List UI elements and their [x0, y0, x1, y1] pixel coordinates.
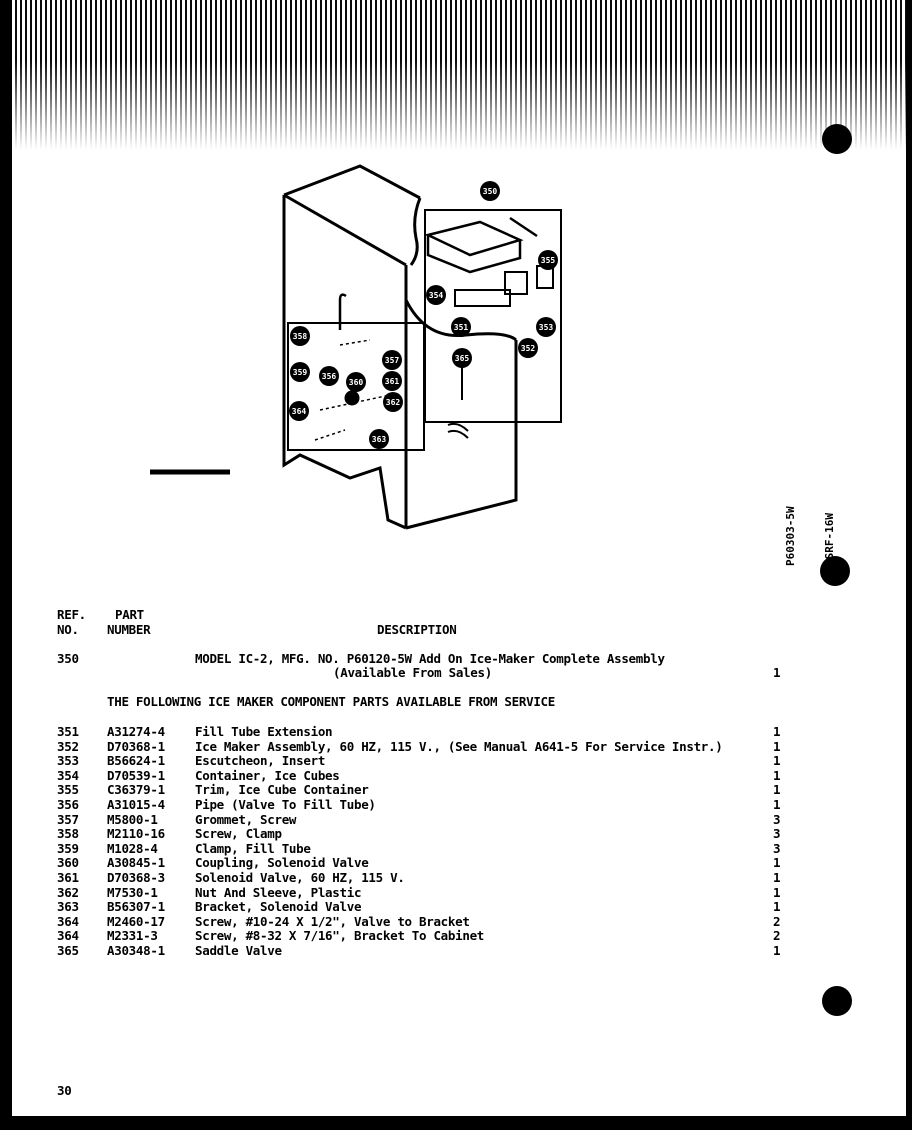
ref-no: 357 — [57, 811, 79, 827]
svg-text:352: 352 — [520, 344, 536, 353]
part-number: D70368-1 — [107, 738, 165, 754]
svg-text:364: 364 — [291, 407, 307, 416]
quantity: 1 — [773, 884, 781, 900]
ref-no: 365 — [57, 943, 79, 958]
ref-no-header-1: REF. — [57, 607, 86, 622]
ice-maker-exploded-diagram — [140, 160, 580, 540]
description: Grommet, Screw — [195, 811, 297, 827]
description: Screw, Clamp — [195, 826, 282, 842]
description: Solenoid Valve, 60 HZ, 115 V. — [195, 870, 405, 885]
quantity: 3 — [773, 811, 781, 827]
part-number: M2331-3 — [107, 928, 158, 944]
document-code-line2: ESRF-16W — [823, 513, 836, 566]
parts-row — [0, 812, 912, 827]
binder-hole-top — [822, 124, 852, 154]
quantity: 2 — [773, 913, 781, 929]
part-number: D70368-3 — [107, 870, 165, 885]
svg-text:358: 358 — [292, 332, 308, 341]
quantity: 1 — [773, 782, 781, 798]
ref-no: 355 — [57, 782, 79, 798]
svg-text:365: 365 — [454, 354, 470, 363]
ref-no-header-2: NO. — [57, 622, 79, 637]
svg-text:356: 356 — [321, 372, 337, 381]
description: Clamp, Fill Tube — [195, 840, 311, 856]
quantity: 3 — [773, 826, 781, 842]
svg-text:357: 357 — [384, 356, 400, 365]
part-number-header-2: NUMBER — [107, 622, 151, 637]
ref-no: 362 — [57, 884, 79, 900]
parts-row — [0, 768, 912, 783]
quantity: 3 — [773, 840, 781, 856]
ref-no: 356 — [57, 797, 79, 812]
quantity: 1 — [773, 943, 781, 958]
svg-text:351: 351 — [453, 323, 469, 332]
parts-row — [0, 885, 912, 900]
quantity: 1 — [773, 899, 781, 915]
parts-row — [0, 928, 912, 943]
part-number: M7530-1 — [107, 884, 158, 900]
parts-row — [0, 826, 912, 841]
description: Screw, #8-32 X 7/16", Bracket To Cabinet — [195, 928, 485, 944]
ref-no: 363 — [57, 899, 79, 915]
parts-row — [0, 724, 912, 739]
part-number-header-1: PART — [115, 607, 144, 622]
parts-row — [0, 797, 912, 812]
assembly-description-line1: MODEL IC-2, MFG. NO. P60120-5W Add On Ice-Maker Complete Assembly — [195, 651, 665, 666]
svg-text:355: 355 — [540, 256, 556, 265]
description: Escutcheon, Insert — [195, 753, 326, 769]
description: Trim, Ice Cube Container — [195, 782, 369, 798]
quantity: 2 — [773, 928, 781, 944]
parts-row — [0, 855, 912, 870]
part-number: A31015-4 — [107, 797, 165, 812]
quantity: 1 — [773, 738, 781, 754]
part-number: B56624-1 — [107, 753, 165, 769]
svg-text:360: 360 — [348, 378, 364, 387]
binder-hole-bottom — [822, 986, 852, 1016]
ref-no: 359 — [57, 840, 79, 856]
ref-no: 364 — [57, 928, 79, 944]
description: Bracket, Solenoid Valve — [195, 899, 362, 915]
section-heading: THE FOLLOWING ICE MAKER COMPONENT PARTS AVAILABLE FROM SERVICE — [107, 694, 555, 709]
ref-no: 354 — [57, 767, 79, 783]
page-number: 30 — [57, 1083, 72, 1098]
quantity: 1 — [773, 753, 781, 769]
parts-row — [0, 841, 912, 856]
description: Fill Tube Extension — [195, 724, 333, 739]
quantity: 1 — [773, 724, 781, 739]
quantity: 1 — [773, 855, 781, 871]
part-number: A31274-4 — [107, 724, 165, 739]
svg-text:353: 353 — [538, 323, 554, 332]
svg-text:363: 363 — [371, 435, 387, 444]
ref-no: 361 — [57, 870, 79, 885]
scan-noise-fade — [0, 0, 912, 150]
svg-text:350: 350 — [482, 187, 498, 196]
ref-no: 353 — [57, 753, 79, 769]
part-number: B56307-1 — [107, 899, 165, 915]
part-number: M1028-4 — [107, 840, 158, 856]
scan-edge-right — [906, 0, 912, 1130]
parts-row — [0, 753, 912, 768]
svg-text:354: 354 — [428, 291, 444, 300]
scan-edge-left — [0, 0, 12, 1130]
svg-text:361: 361 — [384, 377, 400, 386]
description: Container, Ice Cubes — [195, 767, 340, 783]
description: Nut And Sleeve, Plastic — [195, 884, 362, 900]
description: Saddle Valve — [195, 943, 282, 958]
part-number: D70539-1 — [107, 767, 165, 783]
part-number: M5800-1 — [107, 811, 158, 827]
quantity: 1 — [773, 797, 781, 812]
svg-text:362: 362 — [385, 398, 401, 407]
assembly-qty: 1 — [773, 665, 781, 680]
part-number: M2110-16 — [107, 826, 165, 842]
parts-row — [0, 943, 912, 958]
svg-text:359: 359 — [292, 368, 308, 377]
assembly-ref: 350 — [57, 651, 79, 666]
document-code — [758, 506, 849, 566]
assembly-description-line2: (Available From Sales) — [333, 665, 492, 680]
ref-no: 351 — [57, 724, 79, 739]
ref-no: 358 — [57, 826, 79, 842]
description: Pipe (Valve To Fill Tube) — [195, 797, 376, 812]
part-number: A30348-1 — [107, 943, 165, 958]
parts-row — [0, 782, 912, 797]
quantity: 1 — [773, 870, 781, 885]
description-header: DESCRIPTION — [377, 622, 457, 637]
part-number: A30845-1 — [107, 855, 165, 871]
part-number: M2460-17 — [107, 913, 165, 929]
part-number: C36379-1 — [107, 782, 165, 798]
ref-no: 360 — [57, 855, 79, 871]
ref-no: 352 — [57, 738, 79, 754]
parts-row — [0, 914, 912, 929]
parts-row — [0, 899, 912, 914]
quantity: 1 — [773, 767, 781, 783]
description: Screw, #10-24 X 1/2", Valve to Bracket — [195, 913, 470, 929]
description: Coupling, Solenoid Valve — [195, 855, 369, 871]
parts-row — [0, 739, 912, 754]
ref-no: 364 — [57, 913, 79, 929]
scan-edge-bottom — [0, 1116, 912, 1130]
description: Ice Maker Assembly, 60 HZ, 115 V., (See Manual A641-5 For Service Instr.) — [195, 738, 723, 754]
document-code-line1: P60303-5W — [784, 506, 797, 566]
parts-row — [0, 870, 912, 885]
